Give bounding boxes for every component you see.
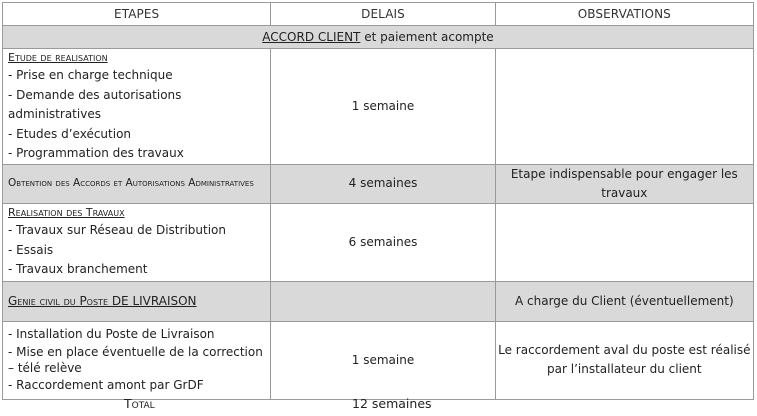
step-title: Obtention des Accords et Autorisations Administratives bbox=[8, 177, 254, 189]
table-row bbox=[3, 164, 754, 203]
header-observations: OBSERVATIONS bbox=[495, 3, 753, 26]
step-cell bbox=[3, 281, 271, 321]
table-row bbox=[3, 321, 754, 399]
list-item: - Installation du Poste de Livraison bbox=[8, 326, 215, 341]
total-label: Total bbox=[124, 396, 155, 411]
banner-underlined: ACCORD CLIENT bbox=[262, 29, 361, 44]
step-cell bbox=[3, 321, 271, 399]
header-row bbox=[3, 3, 754, 26]
step-cell bbox=[3, 164, 271, 203]
list-item: - Essais bbox=[8, 242, 54, 257]
step-title: Realisation des Travaux bbox=[8, 206, 125, 220]
banner-rest: et paiement acompte bbox=[360, 29, 494, 44]
list-item: - Travaux sur Réseau de Distribution bbox=[8, 223, 226, 238]
table-row bbox=[3, 49, 754, 165]
total-value: 12 semaines bbox=[352, 396, 432, 411]
delay-cell bbox=[271, 281, 495, 321]
list-item: - Programmation des travaux bbox=[8, 146, 184, 160]
list-item: - Mise en place éventuelle de la correction – télé relève bbox=[8, 345, 263, 375]
obs-cell bbox=[495, 203, 753, 281]
header-etapes: ETAPES bbox=[3, 3, 271, 26]
delay-cell: 4 semaines bbox=[271, 164, 495, 203]
obs-cell: Le raccordement aval du poste est réalisé par l’installateur du client bbox=[495, 321, 753, 399]
list-item: - Demande des autorisations administratives bbox=[8, 87, 182, 121]
list-item: - Travaux branchement bbox=[8, 262, 148, 277]
obs-cell: A charge du Client (éventuellement) bbox=[495, 281, 753, 321]
step-title: Genie civil du Poste DE LIVRAISON bbox=[8, 293, 197, 308]
header-delais: DELAIS bbox=[271, 3, 495, 26]
step-title: Etude de realisation bbox=[8, 51, 108, 64]
banner-row bbox=[3, 26, 754, 49]
list-item: - Prise en charge technique bbox=[8, 68, 173, 82]
banner-cell bbox=[3, 26, 754, 49]
table-row bbox=[3, 203, 754, 281]
delay-cell: 1 semaine bbox=[271, 49, 495, 165]
obs-cell: Etape indispensable pour engager les travaux bbox=[495, 164, 753, 203]
table-row bbox=[3, 281, 754, 321]
delay-cell: 1 semaine bbox=[271, 321, 495, 399]
schedule-table bbox=[2, 2, 754, 400]
list-item: - Etudes d’exécution bbox=[8, 126, 132, 141]
list-item: - Raccordement amont par GrDF bbox=[8, 378, 204, 392]
step-cell bbox=[3, 49, 271, 165]
obs-cell bbox=[495, 49, 753, 165]
delay-cell: 6 semaines bbox=[271, 203, 495, 281]
step-cell bbox=[3, 203, 271, 281]
